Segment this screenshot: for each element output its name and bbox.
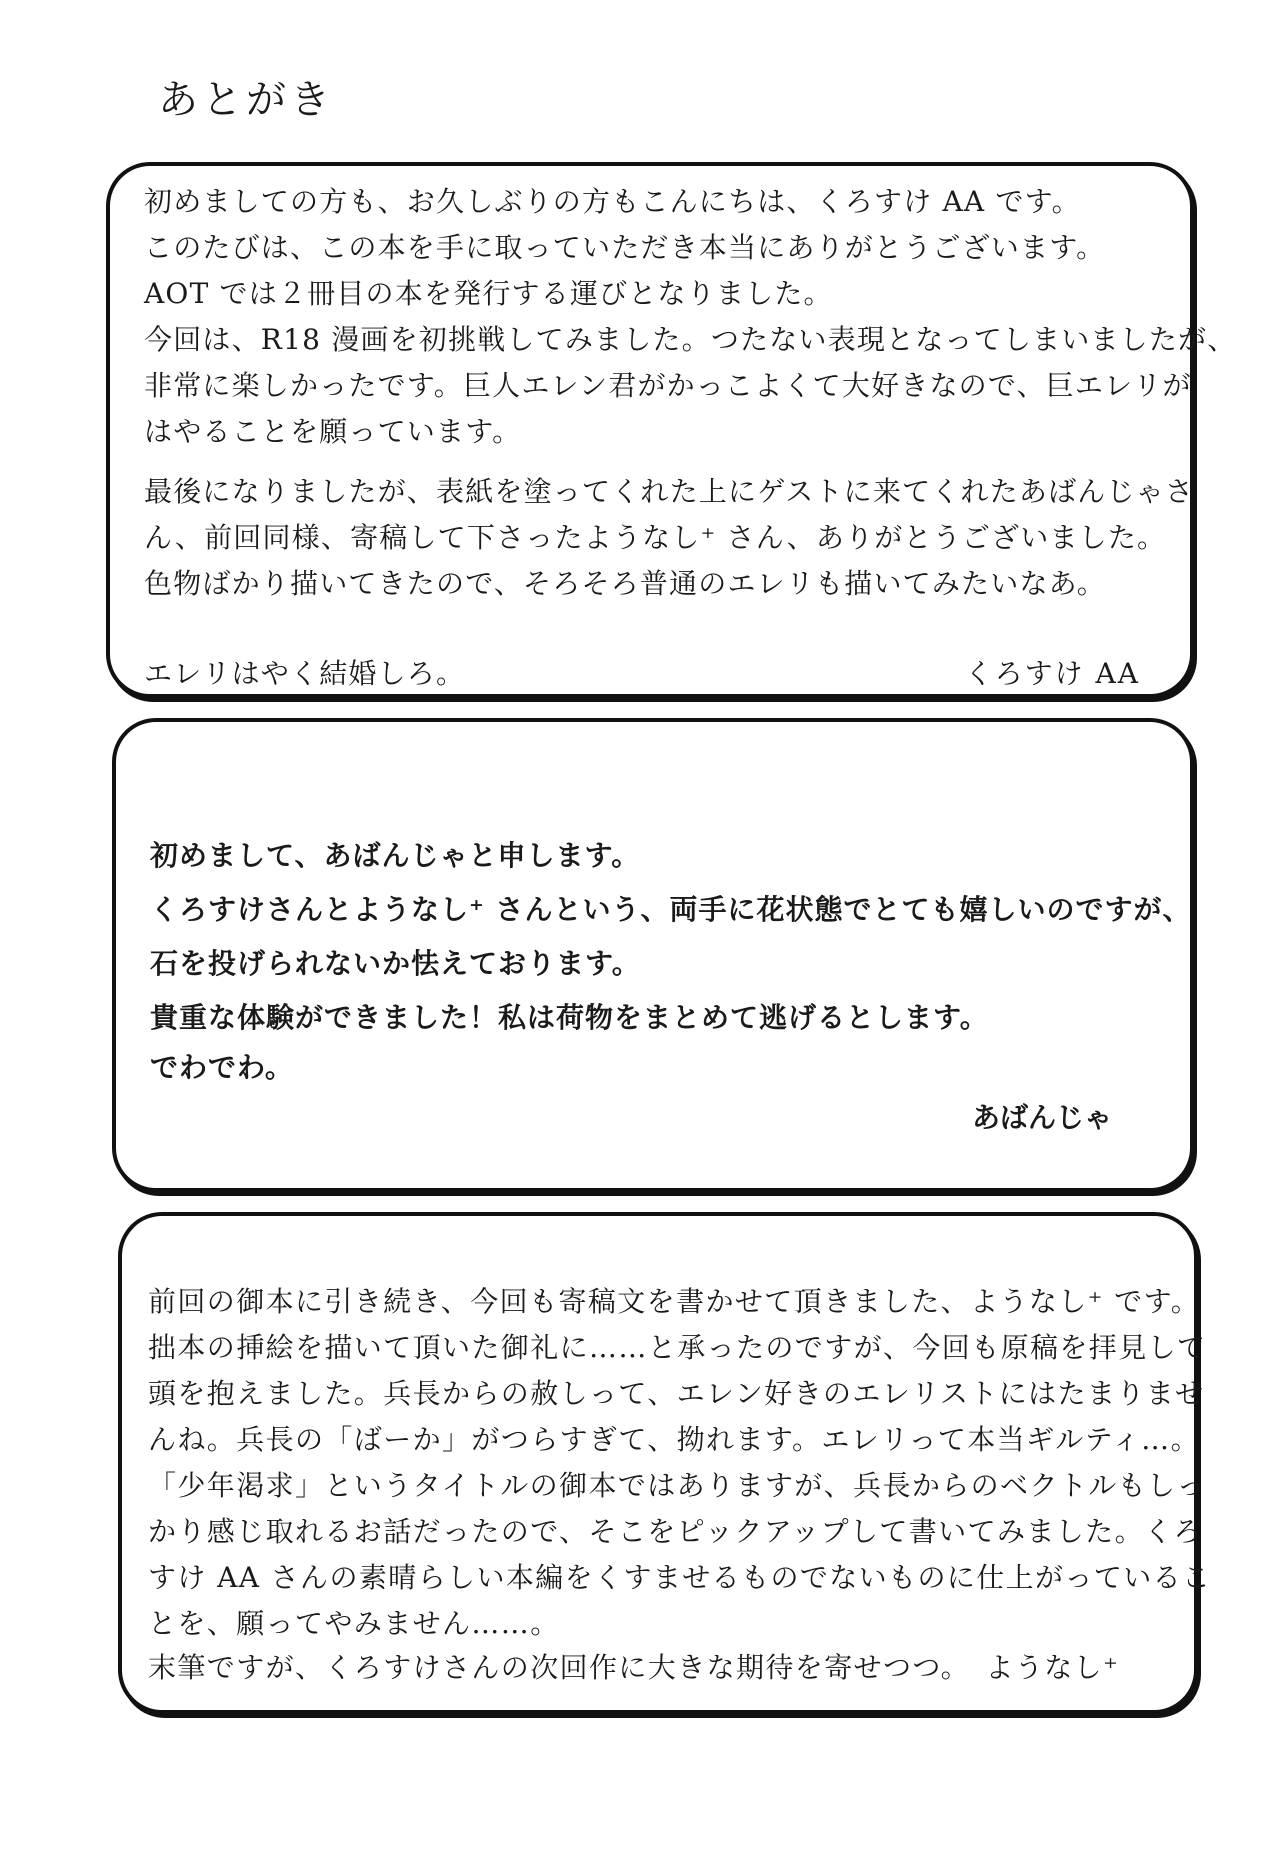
note-line: 初めましての方も、お久しぶりの方もこんにちは、くろすけ AA です。	[144, 185, 1081, 218]
author-note-box-kurosuke	[106, 162, 1237, 698]
note-line: エレリはやく結婚しろ。	[144, 657, 466, 690]
signature-abanja: あばんじゃ	[971, 1101, 1112, 1134]
note-line: はやることを願っています。	[144, 415, 522, 448]
note-line: 石を投げられないか怯えております。	[150, 947, 641, 980]
note-line: 今回は、R18 漫画を初挑戦してみました。つたない表現となってしまいましたが、	[144, 323, 1237, 356]
note-line: 非常に楽しかったです。巨人エレン君がかっこよくて大好きなので、巨エレリが	[144, 369, 1192, 402]
note-line: AOT では２冊目の本を発行する運びとなりました。	[144, 277, 833, 310]
note-line: 末筆ですが、くろすけさんの次回作に大きな期待を寄せつつ。 ようなし⁺	[148, 1651, 1120, 1684]
note-line: ん、前回同様、寄稿して下さったようなし⁺ さん、ありがとうございました。	[144, 521, 1167, 554]
note-line: くろすけさんとようなし⁺ さんという、両手に花状態でとても嬉しいのですが、	[150, 893, 1192, 926]
guest-note-box-younashi	[118, 1212, 1212, 1714]
page-title: あとがき	[158, 77, 334, 123]
note-line: とを、願ってやみません……。	[148, 1607, 560, 1640]
signature-kurosuke: くろすけ AA	[964, 657, 1140, 690]
note-line: 「少年渇求」というタイトルの御本ではありますが、兵長からのベクトルもしっ	[148, 1469, 1206, 1502]
note-line: このたびは、この本を手に取っていただき本当にありがとうございます。	[144, 231, 1106, 264]
note-line: んね。兵長の「ばーか」がつらすぎて、拗れます。エレリって本当ギルティ…。	[148, 1423, 1200, 1456]
note-line: 拙本の挿絵を描いて頂いた御礼に……と承ったのですが、今回も原稿を拝見して	[148, 1331, 1207, 1364]
note-line: すけ AA さんの素晴らしい本編をくすませるものでないものに仕上がっているこ	[148, 1561, 1212, 1594]
note-line: 初めまして、あばんじゃと申します。	[150, 839, 641, 872]
note-line: 前回の御本に引き続き、今回も寄稿文を書かせて頂きました、ようなし⁺ です。	[148, 1285, 1201, 1318]
note-line: かり感じ取れるお話だったので、そこをピックアップして書いてみました。くろ	[148, 1515, 1203, 1548]
guest-note-box-abanja	[112, 718, 1194, 1192]
note-line: でわでわ。	[150, 1051, 294, 1084]
note-line: 最後になりましたが、表紙を塗ってくれた上にゲストに来てくれたあばんじゃさ	[144, 475, 1195, 508]
note-line: 頭を抱えました。兵長からの赦しって、エレン好きのエレリストにはたまりませ	[148, 1377, 1205, 1410]
note-line: 色物ばかり描いてきたので、そろそろ普通のエレリも描いてみたいなあ。	[144, 567, 1106, 600]
note-line: 貴重な体験ができました！私は荷物をまとめて逃げるとします。	[150, 1001, 989, 1034]
